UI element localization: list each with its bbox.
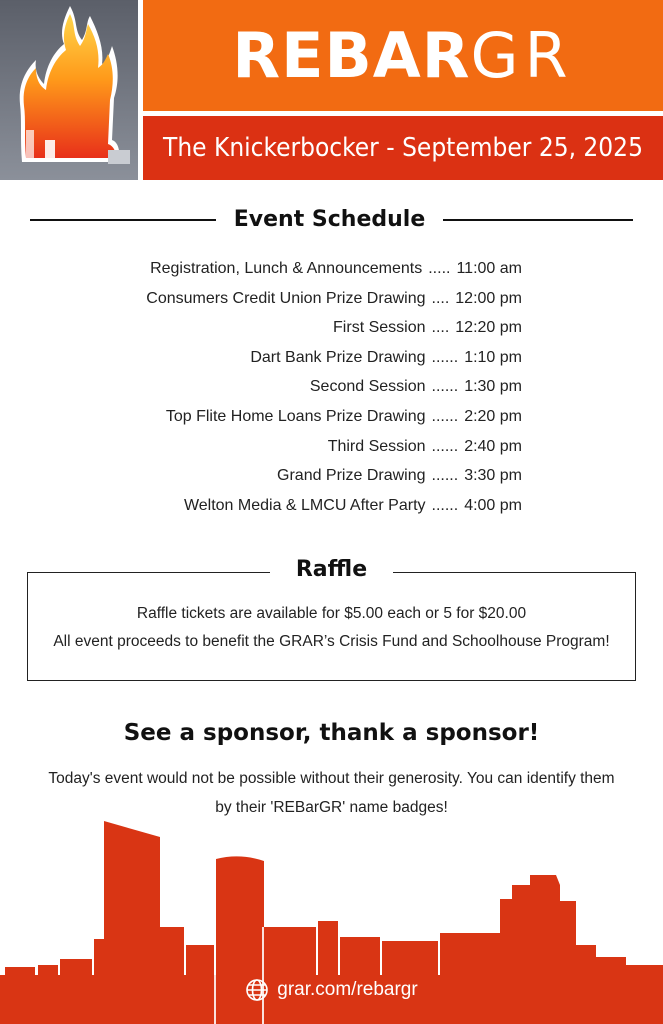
brand-banner xyxy=(143,0,663,111)
schedule-item xyxy=(0,491,522,521)
schedule-item xyxy=(0,343,522,373)
schedule-list xyxy=(0,254,522,520)
schedule-item-label: Second Session xyxy=(309,378,426,396)
website-url: grar.com/rebargr xyxy=(277,979,418,1000)
divider xyxy=(443,219,633,221)
sponsor-text: Today's event would not be possible without their generosity. You can identify them by their 'REBarGR' name badges! xyxy=(48,770,615,816)
schedule-item-label: Welton Media & LMCU After Party xyxy=(183,496,426,514)
schedule-item xyxy=(0,284,522,314)
schedule-item xyxy=(0,254,522,284)
schedule-heading xyxy=(0,207,663,232)
schedule-title: Event Schedule xyxy=(233,207,426,232)
schedule-item-dots: ...... xyxy=(431,407,459,425)
schedule-item xyxy=(0,313,522,343)
schedule-item-time: 4:00 pm xyxy=(464,496,522,514)
raffle-heading xyxy=(0,557,663,582)
schedule-item xyxy=(0,432,522,462)
schedule-item-dots: ...... xyxy=(431,467,459,485)
schedule-item-label: Consumers Credit Union Prize Drawing xyxy=(146,289,426,307)
sponsor-title: See a sponsor, thank a sponsor! xyxy=(123,720,540,746)
raffle-text xyxy=(27,600,636,656)
schedule-item-time: 12:20 pm xyxy=(455,319,522,337)
schedule-item xyxy=(0,402,522,432)
brand-bold: REBAR xyxy=(232,19,471,92)
brand-light: GR xyxy=(470,19,574,92)
schedule-item-dots: ...... xyxy=(431,378,459,396)
logo xyxy=(0,0,138,180)
schedule-item-dots: .... xyxy=(431,289,450,307)
raffle-line: Raffle tickets are available for $5.00 each or 5 for $20.00 xyxy=(136,605,527,622)
schedule-item-dots: ...... xyxy=(431,348,459,366)
schedule-item xyxy=(0,372,522,402)
schedule-item-label: Top Flite Home Loans Prize Drawing xyxy=(165,407,426,425)
schedule-item-time: 12:00 pm xyxy=(455,289,522,307)
subtitle-banner xyxy=(143,116,663,180)
schedule-item-time: 1:10 pm xyxy=(464,348,522,366)
schedule-item-dots: .... xyxy=(431,319,450,337)
schedule-item-label: First Session xyxy=(333,319,426,337)
schedule-item-time: 11:00 am xyxy=(456,260,522,277)
schedule-item-dots: ...... xyxy=(431,496,459,514)
schedule-item-time: 2:20 pm xyxy=(464,407,522,425)
raffle-line: All event proceeds to benefit the GRAR’s Crisis Fund and Schoolhouse Program! xyxy=(53,633,610,650)
raffle-title: Raffle xyxy=(270,557,393,582)
schedule-item-dots: ..... xyxy=(428,260,451,277)
schedule-item-dots: ...... xyxy=(431,437,459,455)
brand-title xyxy=(232,19,573,92)
schedule-item-time: 3:30 pm xyxy=(464,467,522,485)
schedule-item-label: Registration, Lunch & Announcements xyxy=(150,260,423,277)
website-link[interactable] xyxy=(0,978,663,1002)
schedule-item xyxy=(0,461,522,491)
globe-icon xyxy=(245,978,269,1002)
schedule-item-label: Third Session xyxy=(327,437,426,455)
schedule-item-time: 1:30 pm xyxy=(464,378,522,396)
flame-michigan-logo-icon xyxy=(0,0,138,180)
event-subtitle: The Knickerbocker - September 25, 2025 xyxy=(163,133,643,163)
schedule-item-time: 2:40 pm xyxy=(464,437,522,455)
divider xyxy=(30,219,216,221)
schedule-item-label: Grand Prize Drawing xyxy=(277,467,426,485)
schedule-item-label: Dart Bank Prize Drawing xyxy=(250,348,426,366)
